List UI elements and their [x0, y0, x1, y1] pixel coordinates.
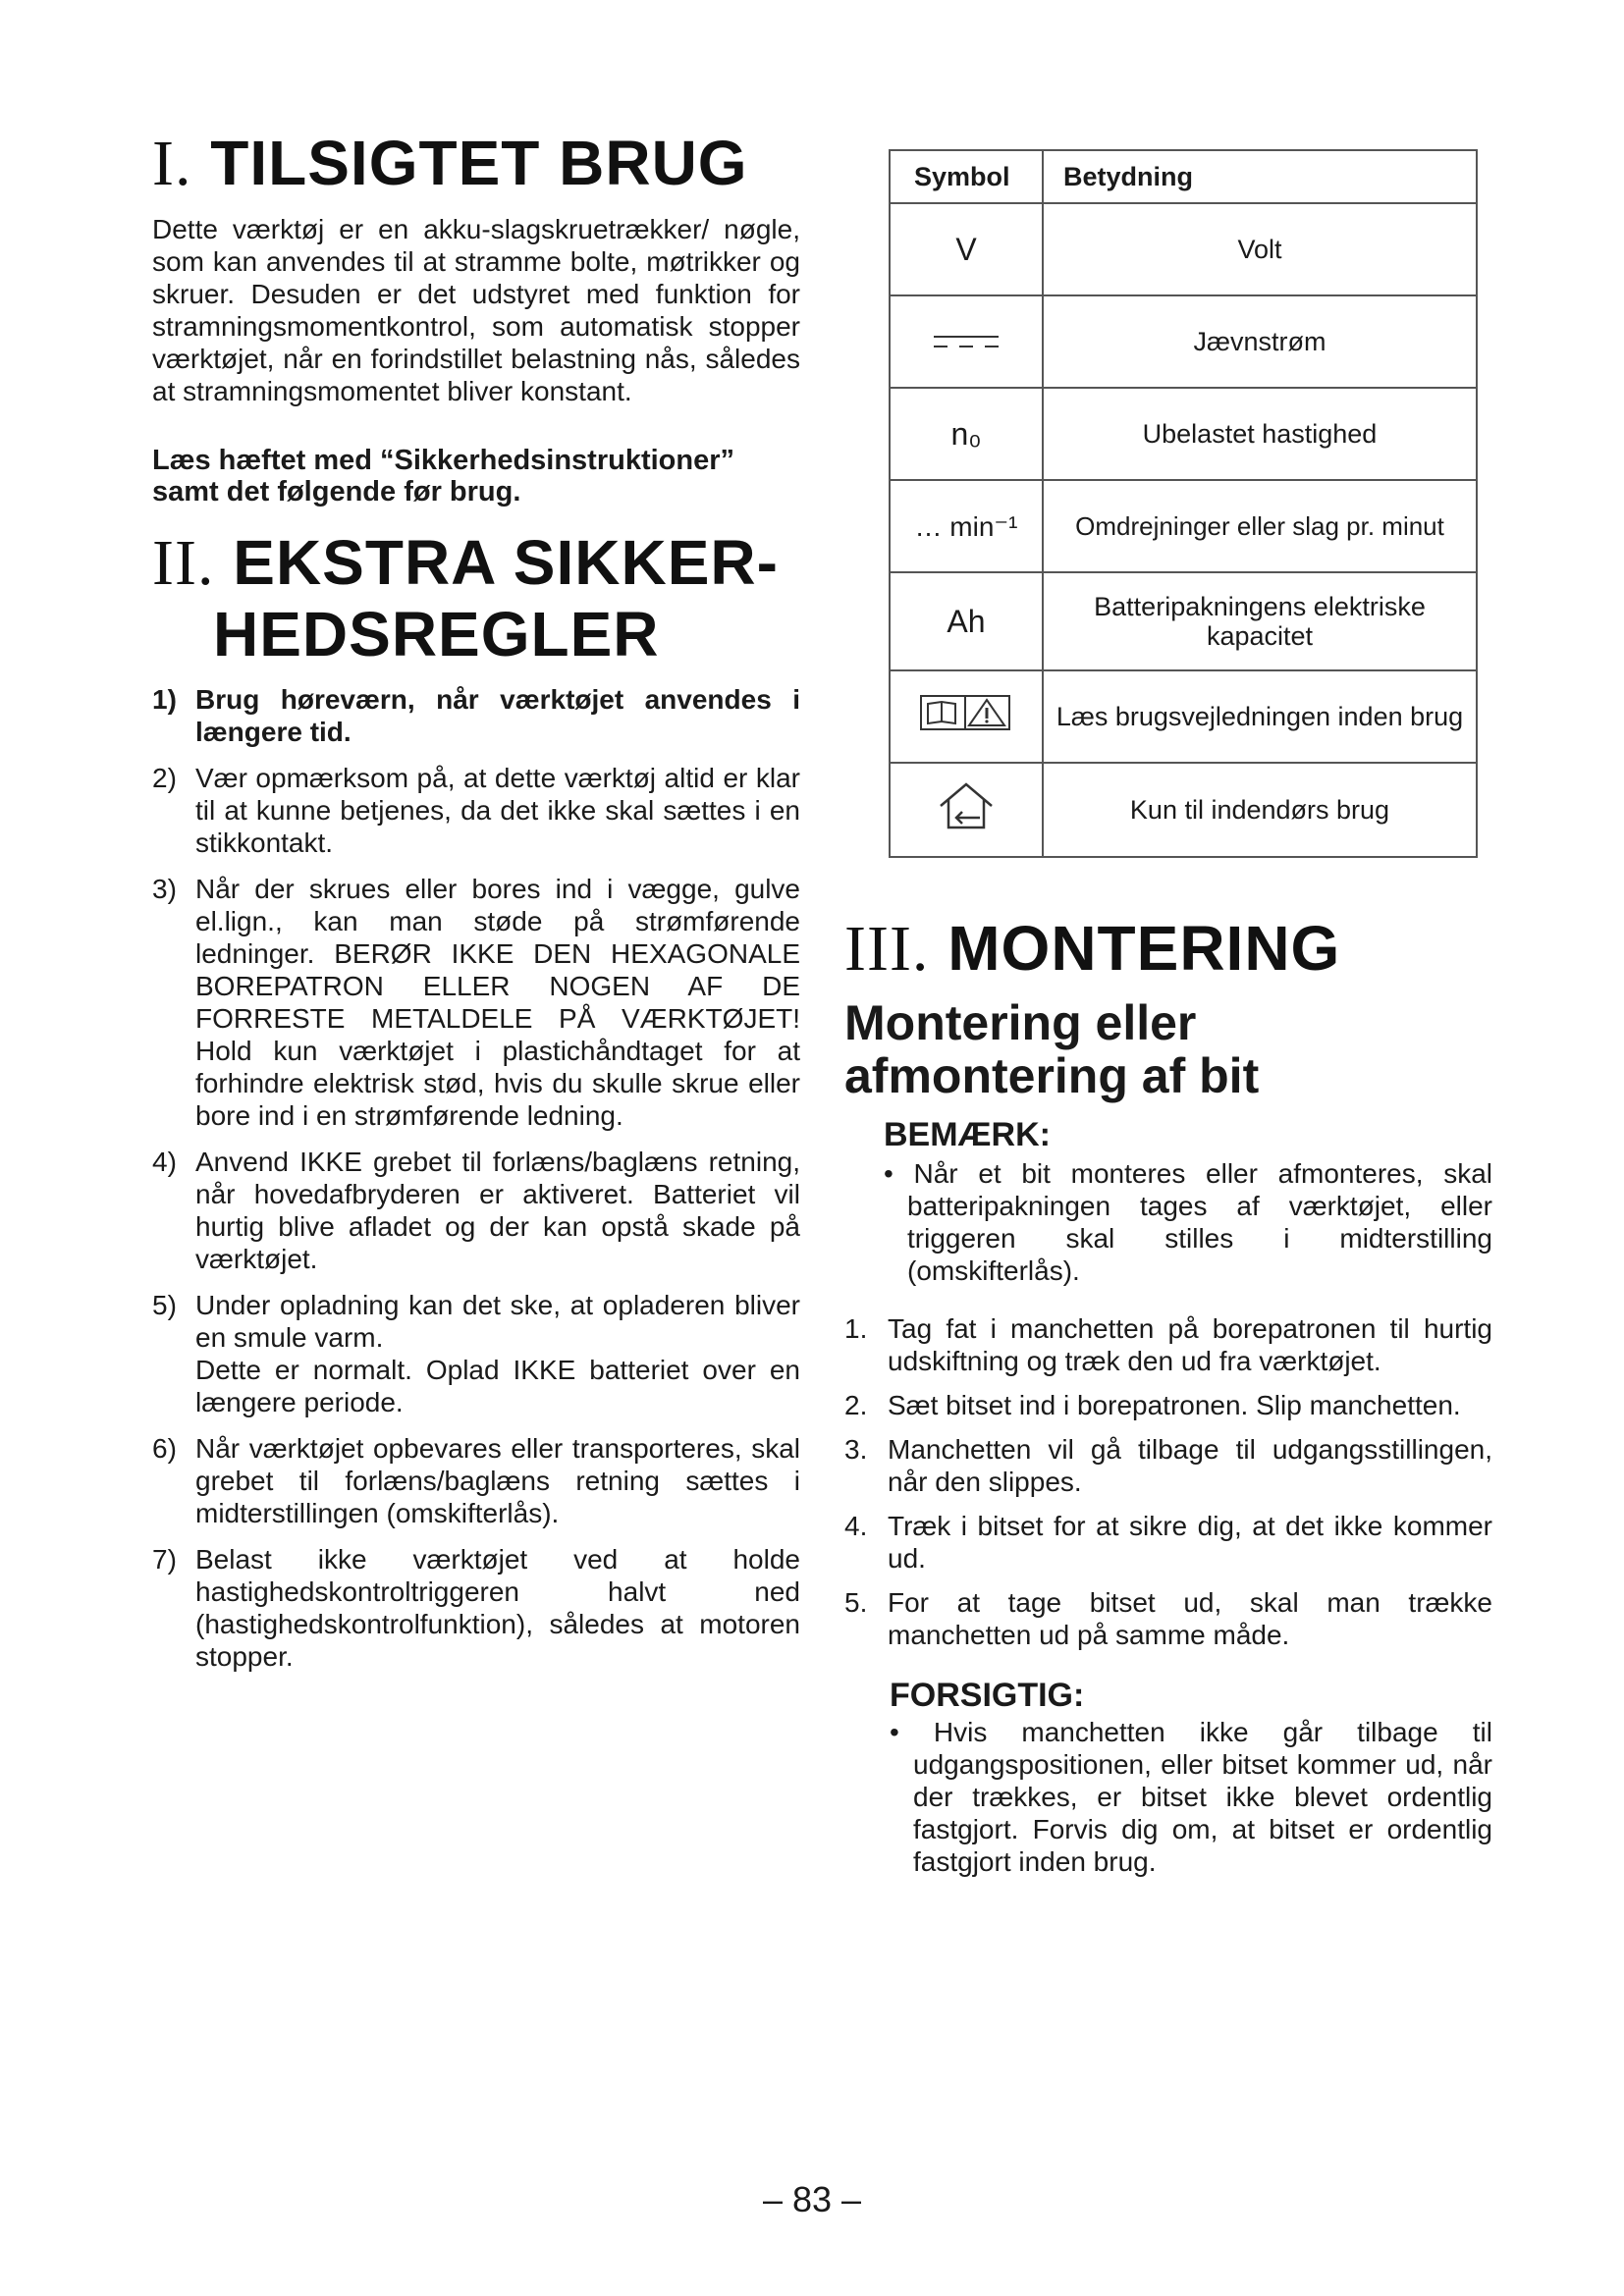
- list-item: [844, 1312, 1492, 1377]
- list-item: [844, 1510, 1492, 1575]
- header-symbol: Symbol: [890, 150, 1043, 203]
- meaning-text: Ubelastet hastighed: [1043, 388, 1477, 480]
- step-text: Manchetten vil gå tilbage til udgangsstillingen, når den slippes.: [888, 1434, 1492, 1497]
- note-heading: BEMÆRK:: [884, 1116, 1051, 1153]
- meaning-text: Batteripakningens elektriske kapacitet: [1043, 572, 1477, 670]
- section2-heading: [152, 527, 800, 669]
- section1-title: TILSIGTET BRUG: [210, 128, 748, 198]
- section3-subtitle: Montering eller afmontering af bit: [844, 995, 1260, 1103]
- item-number: 6): [152, 1433, 177, 1464]
- symbol-amp-hour: Ah: [890, 572, 1043, 670]
- dc-current-icon: [890, 295, 1043, 388]
- table-row: [890, 295, 1477, 388]
- symbol-per-minute: … min⁻¹: [890, 480, 1043, 572]
- section3-title: MONTERING: [947, 913, 1341, 984]
- step-text: For at tage bitset ud, skal man trække manchetten ud på samme måde.: [888, 1587, 1492, 1650]
- item-text: Når værktøjet opbevares eller transporteres, skal grebet til forlæns/baglæns retning sættes i midterstillingen (omskifterlås).: [195, 1433, 800, 1528]
- item-number: 7): [152, 1544, 177, 1575]
- meaning-text: Volt: [1043, 203, 1477, 295]
- step-number: 5.: [844, 1587, 868, 1618]
- item-number: 5): [152, 1290, 177, 1320]
- section1-notice: Læs hæftet med “Sikkerhedsinstruktioner” samt det følgende før brug.: [152, 445, 735, 507]
- caution-text: • Hvis manchetten ikke går tilbage til udgangspositionen, eller bitset kommer ud, når der trækkes, er bitset ikke blevet ordentlig fastgjort. Forvis dig om, at bitset er ordentlig fastgjort inden brug.: [890, 1717, 1492, 1877]
- caution-heading: FORSIGTIG:: [890, 1677, 1085, 1714]
- list-item: [844, 1389, 1492, 1421]
- read-manual-warning-icon: [890, 670, 1043, 763]
- caution-text-body: Hvis manchetten ikke går tilbage til udgangspositionen, eller bitset kommer ud, når der trækkes, er bitset ikke blevet ordentlig fastgjort. Forvis dig om, at bitset er ordentlig fastgjort inden brug.: [913, 1717, 1492, 1877]
- manual-warning-svg: [920, 692, 1012, 733]
- section3-heading: [844, 913, 1492, 985]
- meaning-text: Jævnstrøm: [1043, 295, 1477, 388]
- section2-title-line2: HEDSREGLER: [213, 599, 660, 669]
- list-item: [152, 1289, 800, 1354]
- left-column: [152, 128, 800, 1673]
- list-item: [152, 873, 800, 1132]
- table-row: [890, 388, 1477, 480]
- header-meaning: Betydning: [1043, 150, 1477, 203]
- item-text: Under opladning kan det ske, at opladeren bliver en smule varm.: [195, 1290, 800, 1353]
- list-item: [152, 1432, 800, 1529]
- step-number: 3.: [844, 1434, 868, 1465]
- section1-heading: [152, 128, 800, 199]
- table-row: [890, 763, 1477, 857]
- note-text: • Når et bit monteres eller afmonteres, skal batteripakningen tages af værktøjet, eller triggeren skal stilles i midterstilling (omskifterlås).: [884, 1158, 1492, 1286]
- table-row: [890, 670, 1477, 763]
- list-item-continuation: [152, 1354, 800, 1418]
- mounting-steps-list: [844, 1312, 1492, 1651]
- table-row: [890, 480, 1477, 572]
- section2-title-line1: EKSTRA SIKKER-: [233, 527, 779, 598]
- page-number: – 83 –: [762, 2179, 862, 2219]
- table-header-row: [890, 150, 1477, 203]
- list-item: [152, 1543, 800, 1673]
- list-item: [844, 1433, 1492, 1498]
- symbol-no-load-speed: n₀: [890, 388, 1043, 480]
- indoor-house-svg: [937, 780, 996, 831]
- item-number: 3): [152, 874, 177, 904]
- list-item: [844, 1586, 1492, 1651]
- item-text: Vær opmærksom på, at dette værktøj altid er klar til at kunne betjenes, da det ikke skal sættes i en stikkontakt.: [195, 763, 800, 858]
- step-number: 4.: [844, 1511, 868, 1541]
- table-row: [890, 203, 1477, 295]
- item-text: Brug høreværn, når værktøjet anvendes i længere tid.: [195, 684, 800, 747]
- right-column: [844, 913, 1492, 1878]
- note-block: [844, 1116, 1492, 1287]
- caution-block: [844, 1677, 1492, 1878]
- step-text: Sæt bitset ind i borepatronen. Slip manchetten.: [888, 1390, 1461, 1420]
- step-text: Tag fat i manchetten på borepatronen til hurtig udskiftning og træk den ud fra værktøjet.: [888, 1313, 1492, 1376]
- meaning-text: Læs brugsvejledningen inden brug: [1043, 670, 1477, 763]
- symbol-table: [889, 149, 1478, 858]
- meaning-text: Kun til indendørs brug: [1043, 763, 1477, 857]
- list-item: [152, 1146, 800, 1275]
- list-item: [152, 683, 800, 748]
- step-text: Træk i bitset for at sikre dig, at det ikke kommer ud.: [888, 1511, 1492, 1574]
- step-number: 1.: [844, 1313, 868, 1344]
- item-number: 4): [152, 1147, 177, 1177]
- item-text: Anvend IKKE grebet til forlæns/baglæns retning, når hovedafbryderen er aktiveret. Batteriet vil hurtig blive afladet og der kan opstå skade på værktøjet.: [195, 1147, 800, 1274]
- safety-rules-list: [152, 683, 800, 1673]
- item-text: Når der skrues eller bores ind i vægge, gulve el.lign., kan man støde på strømførende ledninger. BERØR IKKE DEN HEXAGONALE BOREPATRON ELLER NOGEN AF DE FORRESTE METALDELE PÅ VÆRKTØJET! Hold kun værktøjet i plastichåndtaget for at forhindre elektrisk stød, hvis du skulle skrue eller bore ind i en strømførende ledning.: [195, 874, 800, 1131]
- item-number: 2): [152, 763, 177, 793]
- note-text-body: Når et bit monteres eller afmonteres, skal batteripakningen tages af værktøjet, eller triggeren skal stilles i midterstilling (omskifterlås).: [907, 1158, 1492, 1286]
- symbol-volt: V: [890, 203, 1043, 295]
- item-text: Dette er normalt. Oplad IKKE batteriet over en længere periode.: [195, 1355, 800, 1417]
- table-row: [890, 572, 1477, 670]
- item-text: Belast ikke værktøjet ved at holde hastighedskontroltriggeren halvt ned (hastighedskontrolfunktion), således at motoren stopper.: [195, 1544, 800, 1672]
- section1-number: I.: [152, 128, 192, 199]
- dc-symbol-svg: [932, 331, 1001, 352]
- step-number: 2.: [844, 1390, 868, 1420]
- indoor-use-icon: [890, 763, 1043, 857]
- item-number: 1): [152, 684, 177, 715]
- list-item: [152, 762, 800, 859]
- section1-body: Dette værktøj er en akku-slagskruetrækker/ nøgle, som kan anvendes til at stramme bolte, møtrikker og skruer. Desuden er det udstyret med funktion for stramningsmomentkontrol, som automatisk stopper værktøjet, når en forindstillet belastning nås, således at stramningsmomentet bliver konstant.: [152, 214, 800, 406]
- section3-number: III.: [844, 913, 930, 985]
- meaning-text: Omdrejninger eller slag pr. minut: [1043, 480, 1477, 572]
- section2-number: II.: [152, 527, 215, 599]
